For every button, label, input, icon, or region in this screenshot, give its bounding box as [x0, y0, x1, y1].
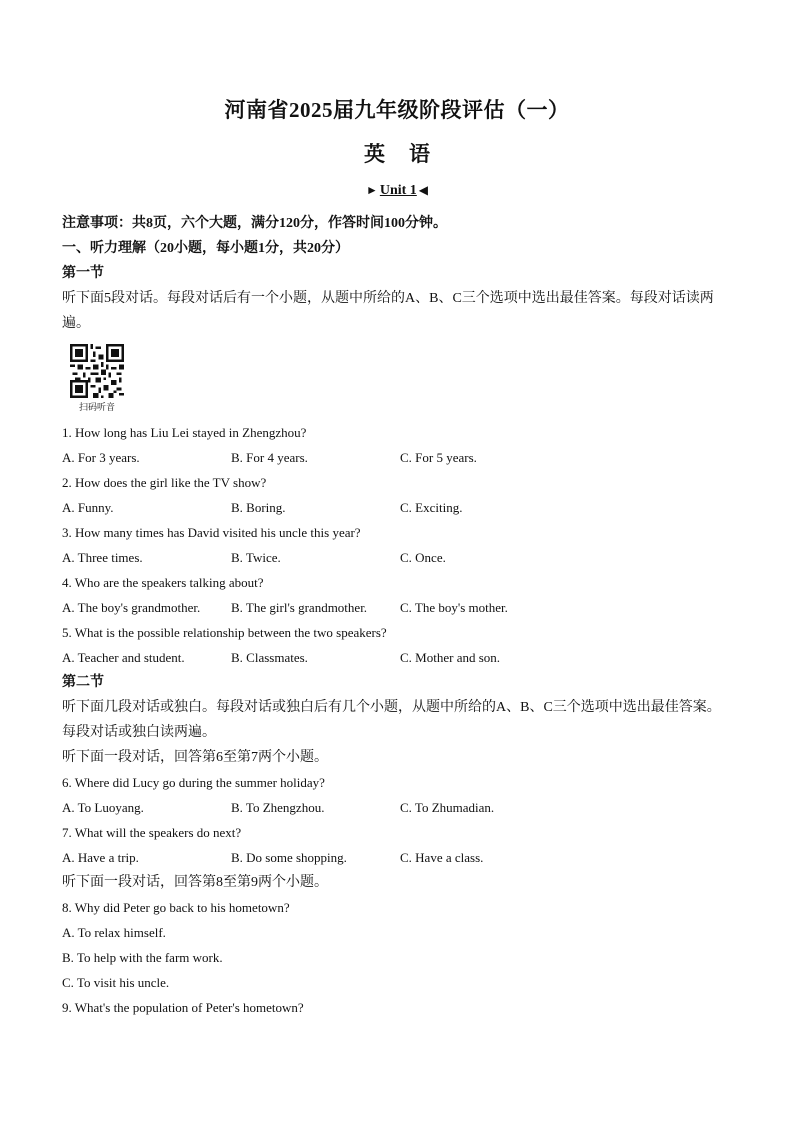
part2-instruction-1: 听下面几段对话或独白。每段对话或独白后有几个小题，从题中所给的A、B、C三个选项中选出最佳答案。: [62, 700, 721, 715]
option-7b: B. Do some shopping.: [231, 850, 347, 865]
question-7: 7. What will the speakers do next?: [62, 825, 242, 840]
option-4b: B. The girl's grandmother.: [231, 600, 368, 615]
dialogue-intro-8-9: 听下面一段对话，回答第8至第9两个小题。: [62, 875, 328, 890]
options-6: [62, 795, 742, 820]
question-8: 8. Why did Peter go back to his hometown?: [62, 900, 290, 915]
subject-char-1: 英: [364, 142, 385, 166]
qr-code-icon[interactable]: [70, 344, 124, 398]
option-5a: A. Teacher and student.: [62, 650, 185, 665]
option-7a: A. Have a trip.: [62, 850, 139, 865]
part2-instruction-2: 每段对话或独白读两遍。: [62, 725, 216, 740]
option-6a: A. To Luoyang.: [62, 800, 144, 815]
unit-text: Unit 1: [379, 183, 417, 198]
option-1b: B. For 4 years.: [231, 450, 308, 465]
option-2b: B. Boring.: [231, 500, 286, 515]
question-9: 9. What's the population of Peter's hometown?: [62, 1000, 304, 1015]
option-8b: B. To help with the farm work.: [62, 950, 223, 965]
question-5: 5. What is the possible relationship between the two speakers?: [62, 625, 387, 640]
option-1a: A. For 3 years.: [62, 450, 140, 465]
option-2c: C. Exciting.: [400, 500, 463, 515]
question-6: 6. Where did Lucy go during the summer holiday?: [62, 775, 325, 790]
unit-label: [0, 183, 794, 199]
options-7: [62, 845, 742, 870]
question-2: 2. How does the girl like the TV show?: [62, 475, 267, 490]
option-6c: C. To Zhumadian.: [400, 800, 495, 815]
part1-heading: 第一节: [62, 266, 104, 281]
options-3: [62, 545, 742, 570]
qr-label: 扫码听音: [78, 403, 115, 413]
options-5: [62, 645, 742, 670]
notice: 注意事项：共8页，六个大题，满分120分，作答时间100分钟。: [62, 216, 447, 231]
exam-body: [62, 211, 742, 336]
option-6b: B. To Zhengzhou.: [231, 800, 325, 815]
question-3: 3. How many times has David visited his uncle this year?: [62, 525, 361, 540]
option-8c: C. To visit his uncle.: [62, 975, 170, 990]
part1-questions: [62, 420, 742, 1020]
option-1c: C. For 5 years.: [400, 450, 477, 465]
option-3b: B. Twice.: [231, 550, 281, 565]
option-8a: A. To relax himself.: [62, 925, 166, 940]
option-3c: C. Once.: [400, 550, 446, 565]
part1-instruction-2: 遍。: [62, 316, 90, 331]
section1-heading: 一、听力理解（20小题，每小题1分，共20分）: [62, 241, 349, 256]
option-4c: C. The boy's mother.: [400, 600, 508, 615]
subject-title: [0, 138, 794, 168]
option-7c: C. Have a class.: [400, 850, 484, 865]
part2-heading: 第二节: [62, 675, 104, 690]
subject-char-2: 语: [409, 142, 430, 166]
option-3a: A. Three times.: [62, 550, 143, 565]
dialogue-intro-6-7: 听下面一段对话，回答第6至第7两个小题。: [62, 750, 328, 765]
options-4: [62, 595, 742, 620]
option-5b: B. Classmates.: [231, 650, 308, 665]
question-1: 1. How long has Liu Lei stayed in Zhengzhou?: [62, 425, 307, 440]
question-4: 4. Who are the speakers talking about?: [62, 575, 264, 590]
triangle-left-icon: ◀: [418, 183, 429, 197]
options-1: [62, 445, 742, 470]
option-5c: C. Mother and son.: [400, 650, 501, 665]
option-2a: A. Funny.: [62, 500, 114, 515]
options-2: [62, 495, 742, 520]
exam-title: 河南省2025届九年级阶段评估（一）: [224, 98, 570, 122]
triangle-right-icon: ►: [365, 183, 378, 197]
option-4a: A. The boy's grandmother.: [62, 600, 201, 615]
part1-instruction-1: 听下面5段对话。每段对话后有一个小题，从题中所给的A、B、C三个选项中选出最佳答案。每段对话读两: [62, 291, 714, 306]
